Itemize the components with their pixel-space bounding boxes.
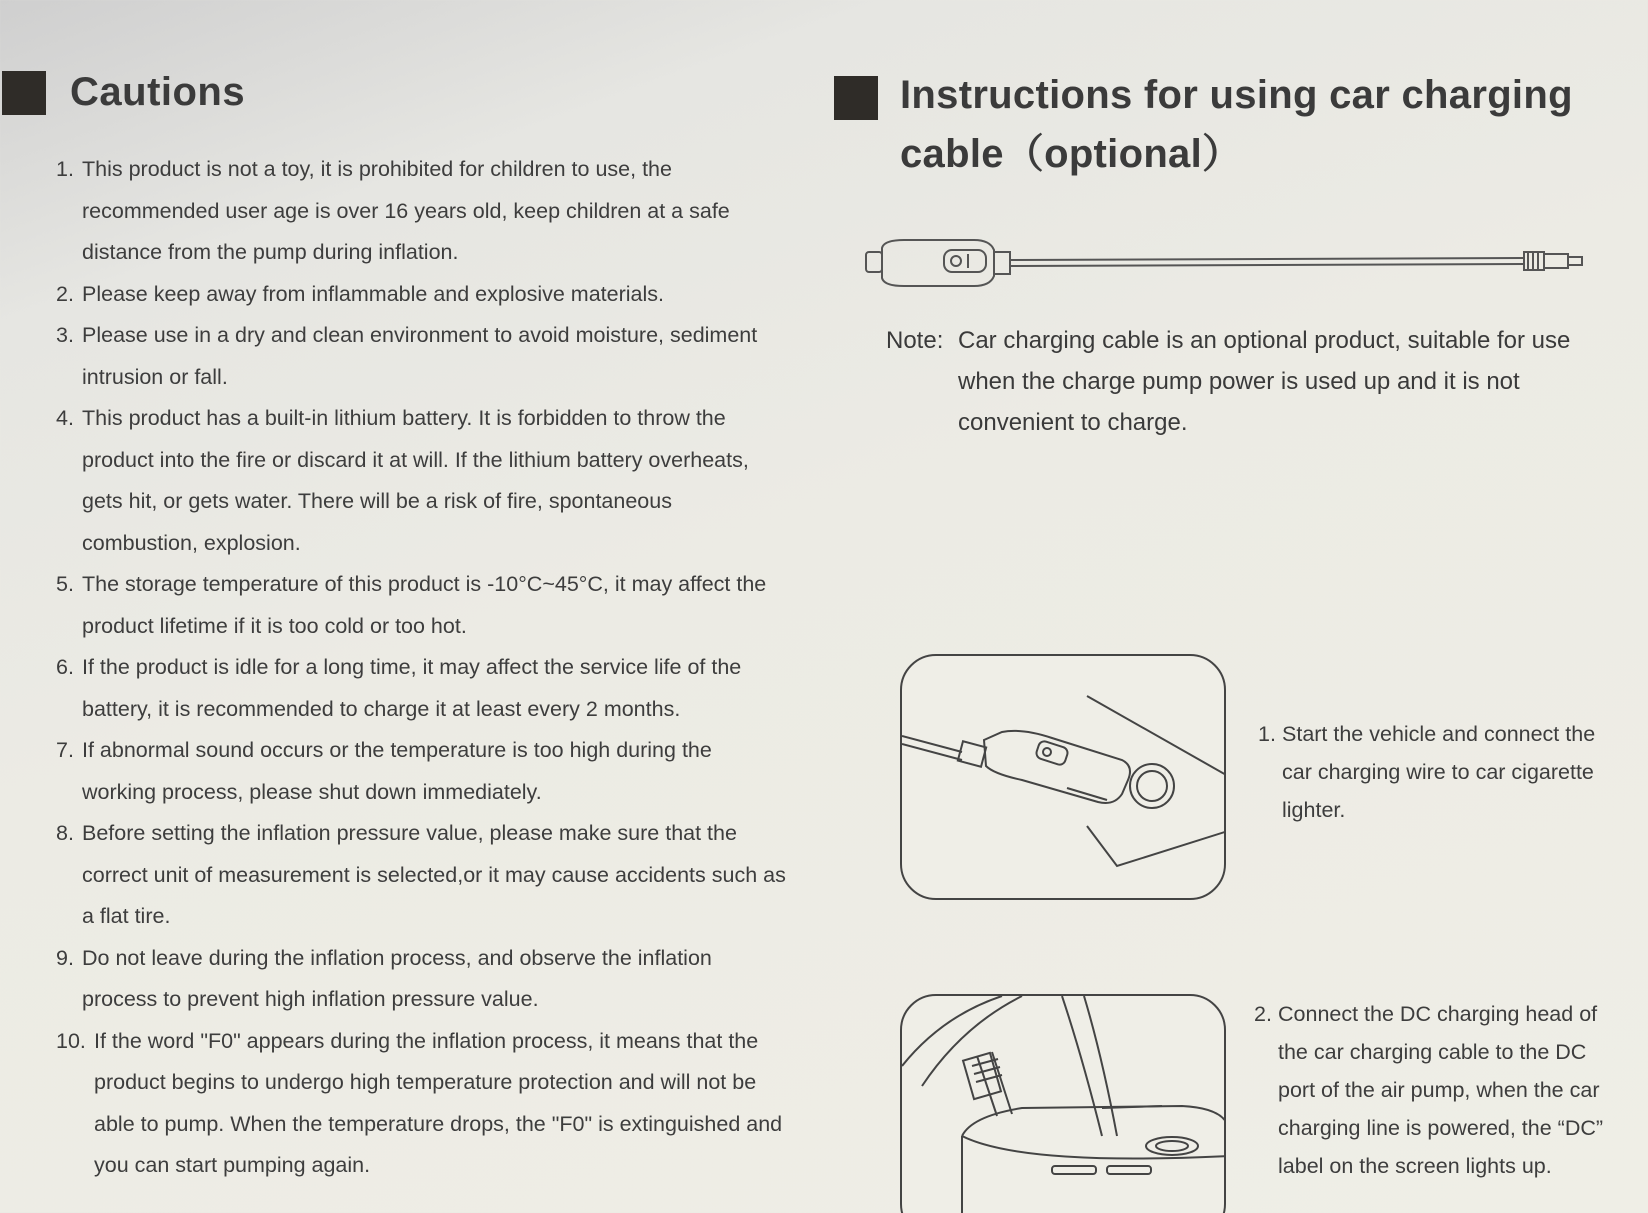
step-2-text: 2. Connect the DC charging head of the car charging cable to the DC port of the air pump, when the car charging line is powered, the “DC” label on the screen lights up.	[1254, 1002, 1604, 1178]
list-item: 7. If abnormal sound occurs or the temperature is too high during the working process, please shut down immediately.	[56, 738, 712, 804]
instructions-section	[834, 66, 1624, 1178]
dc-port-plug-illustration	[900, 994, 1226, 1213]
note-paragraph	[886, 320, 1606, 443]
cigarette-lighter-plug-illustration	[900, 654, 1226, 900]
list-item: 8. Before setting the inflation pressure value, please make sure that the correct unit of measurement is selected,or it may cause accidents such as a flat tire.	[56, 821, 786, 928]
note-text: Car charging cable is an optional product, suitable for use when the charge pump power is used up and it is not convenient to charge.	[958, 327, 1571, 436]
square-bullet-icon	[2, 71, 46, 115]
list-item: 5. The storage temperature of this product is -10°C~45°C, it may affect the product lifetime if it is too cold or too hot.	[56, 572, 767, 638]
cautions-title: Cautions	[70, 70, 246, 114]
square-bullet-icon	[834, 76, 878, 120]
list-item: 2. Please keep away from inflammable and explosive materials.	[56, 281, 664, 306]
cautions-section	[0, 70, 810, 1187]
instructions-title: Instructions for using car charging cable（optional）	[900, 73, 1573, 176]
list-item: 3. Please use in a dry and clean environment to avoid moisture, sediment intrusion or fall.	[56, 323, 758, 389]
note-label: Note:	[886, 327, 944, 354]
car-charging-cable-icon	[864, 234, 1624, 292]
list-item: 4. This product has a built-in lithium battery. It is forbidden to throw the product into the fire or discard it at will. If the lithium battery overheats, gets hit, or gets water. There will be a risk of fire, spontaneous combustion, explosion.	[56, 406, 749, 555]
cautions-heading	[0, 70, 810, 115]
list-item: 9. Do not leave during the inflation process, and observe the inflation process to prevent high inflation pressure value.	[56, 945, 712, 1011]
list-item: 10. If the word "F0" appears during the inflation process, it means that the product begins to undergo high temperature protection and will not be able to pump. When the temperature drops, the "F0" is extinguished and you can start pumping again.	[56, 1028, 783, 1177]
instructions-heading	[834, 66, 1624, 184]
list-item: 1. This product is not a toy, it is prohibited for children to use, the recommended user age is over 16 years old, keep children at a safe distance from the pump during inflation.	[56, 157, 730, 264]
cautions-list	[0, 149, 810, 1187]
list-item: 6. If the product is idle for a long time, it may affect the service life of the battery, it is recommended to charge it at least every 2 months.	[56, 655, 742, 721]
step-1-text: 1. Start the vehicle and connect the car charging wire to car cigarette lighter.	[1258, 722, 1596, 822]
